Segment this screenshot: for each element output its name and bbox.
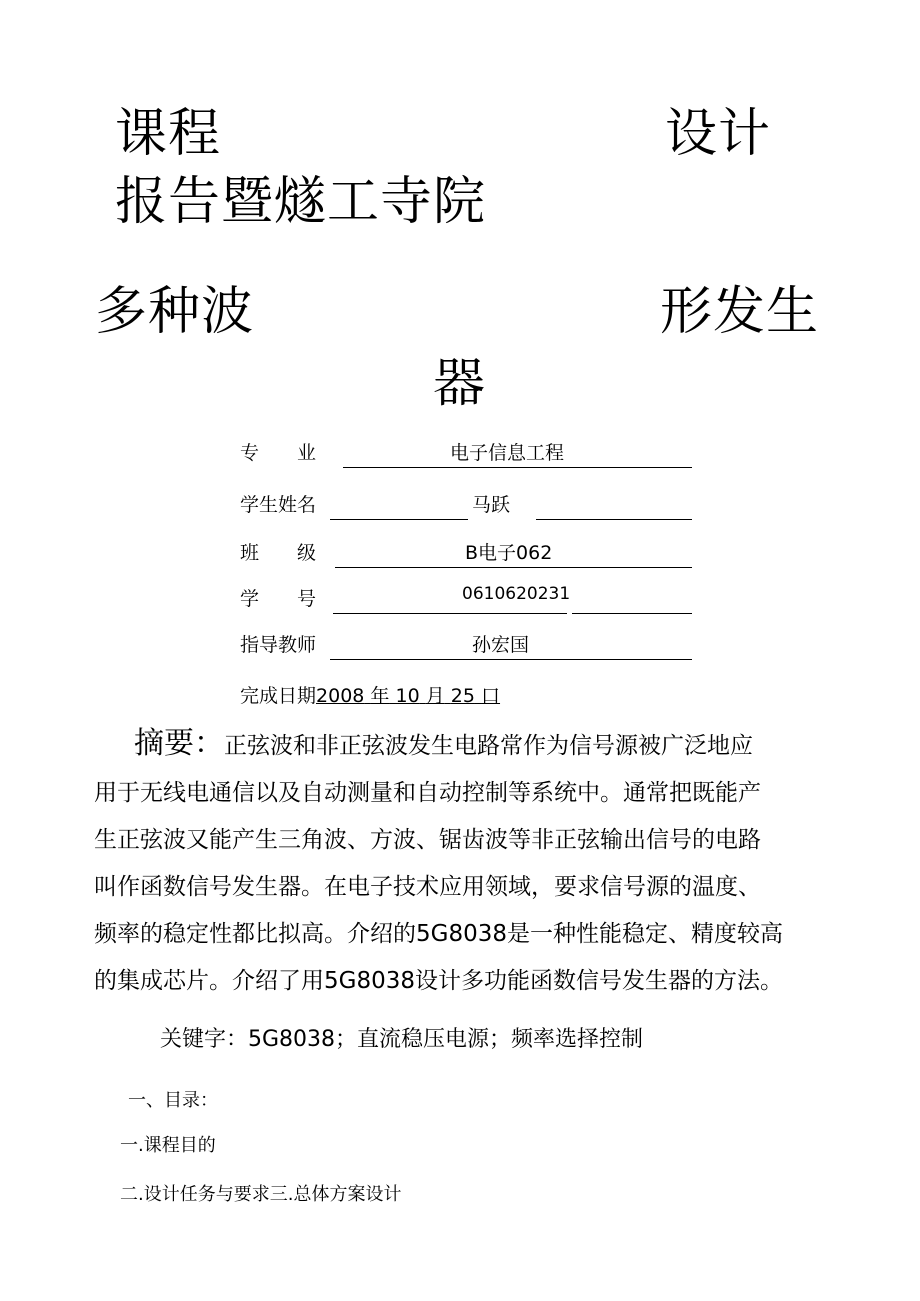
name-underline-2 (536, 519, 692, 520)
info-row-name (240, 490, 692, 520)
date-day-char: 口 (481, 685, 501, 707)
title-line1-right: 设计 (665, 104, 772, 164)
date-month-char: 月 (425, 685, 445, 707)
major-underline (343, 467, 692, 468)
name-label: 学生姓名 (240, 494, 317, 516)
title-line1-left: 课程 (115, 104, 222, 164)
id-underline-1 (333, 613, 567, 614)
date-year-char: 年 (370, 685, 390, 707)
abstract-heading: 摘要： (134, 726, 224, 761)
advisor-underline (330, 659, 692, 660)
abstract-text-1: 正弦波和非正弦波发生电路常作为信号源被广泛地应 (224, 733, 753, 759)
name-underline-1 (330, 519, 468, 520)
toc-heading: 一、目录： (128, 1090, 218, 1111)
date-label: 完成日期 (240, 685, 317, 707)
class-label: 班 级 (240, 542, 317, 564)
abstract-line-2: 用于无线电通信以及自动测量和自动控制等系统中。通常把既能产 (94, 780, 761, 806)
id-value: 0610620231 (462, 584, 571, 604)
date-day: 25 (450, 685, 475, 707)
abstract-line-4: 叫作函数信号发生器。在电子技术应用领域，要求信号源的温度、 (94, 874, 761, 900)
advisor-value: 孙宏国 (472, 634, 530, 656)
name-value: 马跃 (472, 494, 511, 516)
abstract-line-6: 的集成芯片。介绍了用5G8038设计多功能函数信号发生器的方法。 (94, 968, 783, 994)
date-year: 2008 (316, 685, 365, 707)
info-row-major (240, 438, 692, 468)
id-underline-2 (572, 613, 692, 614)
info-row-id (240, 584, 692, 614)
info-row-advisor (240, 630, 692, 660)
keywords: 关键字：5G8038；直流稳压电源；频率选择控制 (160, 1027, 644, 1052)
abstract-line-5: 频率的稳定性都比拟高。介绍的5G8038是一种性能稳定、精度较高 (94, 921, 783, 947)
abstract (94, 720, 824, 1005)
abstract-line-1 (94, 720, 824, 770)
title-line3-left: 多种波 (95, 282, 255, 342)
date-value (316, 685, 500, 707)
toc-item-1: 一.课程目的 (120, 1135, 216, 1156)
date-month: 10 (395, 685, 420, 707)
class-underline (335, 567, 692, 568)
info-row-class (240, 538, 692, 568)
toc-item-2: 二.设计任务与要求三.总体方案设计 (120, 1184, 402, 1205)
class-value: B电子062 (465, 542, 553, 564)
advisor-label: 指导教师 (240, 634, 317, 656)
title-line3-right: 形发生 (660, 282, 820, 342)
major-value: 电子信息工程 (450, 442, 565, 464)
info-row-date (240, 681, 500, 708)
title-line4: 器 (433, 354, 487, 414)
abstract-line-3: 生正弦波又能产生三角波、方波、锯齿波等非正弦输出信号的电路 (94, 827, 761, 853)
major-label: 专 业 (240, 442, 317, 464)
title-line2: 报告暨燧工寺院 (115, 172, 487, 232)
id-label: 学 号 (240, 588, 317, 610)
